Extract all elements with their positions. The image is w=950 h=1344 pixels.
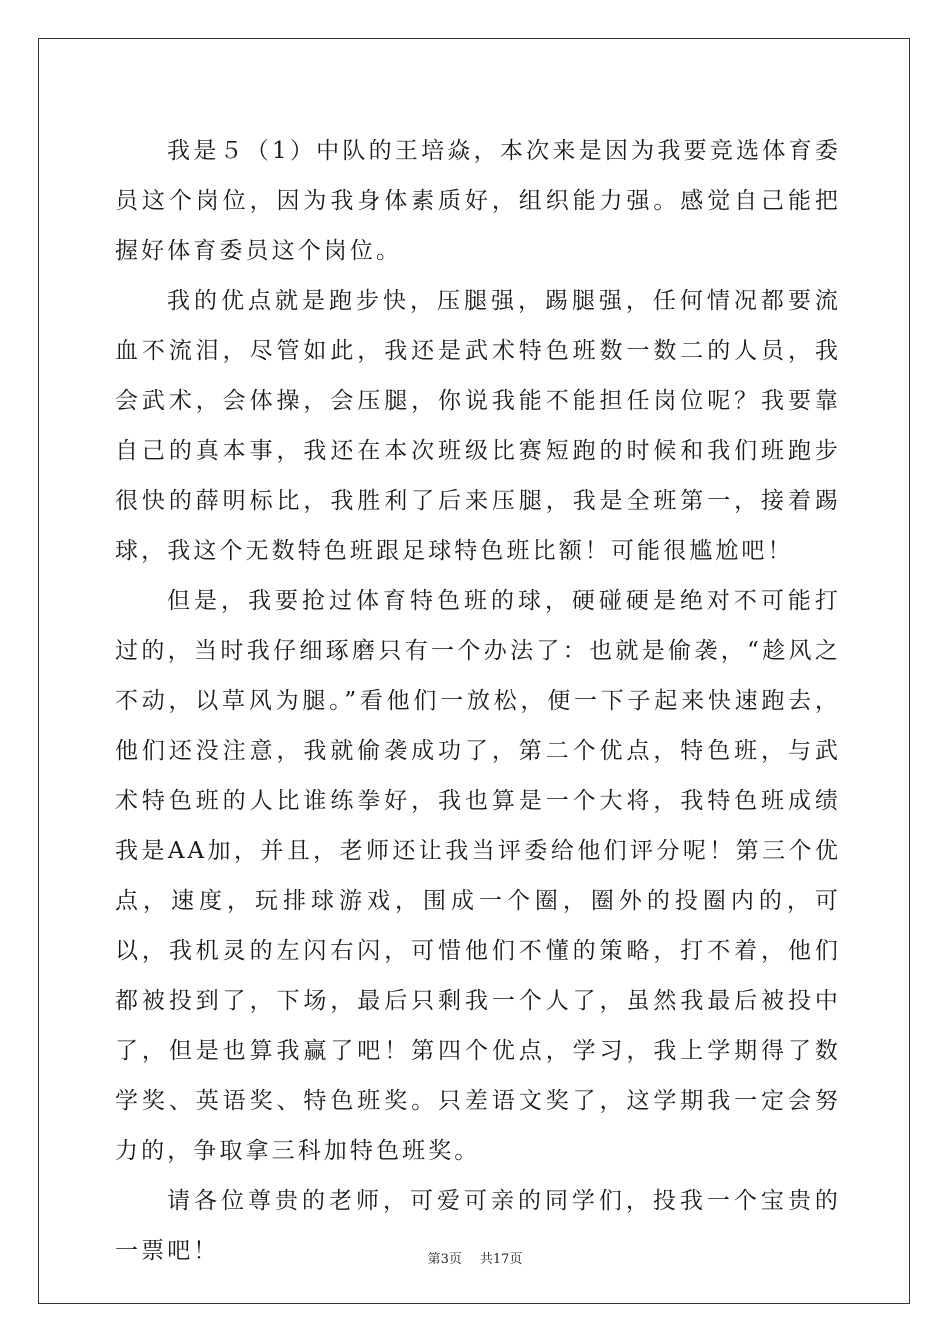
document-body (115, 126, 841, 1276)
page-number: 第3页 (427, 1252, 462, 1267)
paragraph-2: 我的优点就是跑步快，压腿强，踢腿强，任何情况都要流血不流泪，尽管如此，我还是武术特色班数一数二的人员，我会武术，会体操，会压腿，你说我能不能担任岗位呢？我要靠自己的真本事，我还在本次班级比赛短跑的时候和我们班跑步很快的薛明标比，我胜利了后来压腿，我是全班第一，接着踢球，我这个无数特色班跟足球特色班比额！可能很尴尬吧！ (115, 288, 841, 564)
paragraph-3: 但是，我要抢过体育特色班的球，硬碰硬是绝对不可能打过的，当时我仔细琢磨只有一个办法了：也就是偷袭，“趁风之不动，以草风为腿。”看他们一放松，便一下子起来快速跑去，他们还没注意，我就偷袭成功了，第二个优点，特色班，与武术特色班的人比谁练拳好，我也算是一个大将，我特色班成绩我是AA加，并且，老师还让我当评委给他们评分呢！第三个优点，速度，玩排球游戏，围成一个圈，圈外的投圈内的，可以，我机灵的左闪右闪，可惜他们不懂的策略，打不着，他们都被投到了，下场，最后只剩我一个人了，虽然我最后被投中了，但是也算我赢了吧！第四个优点，学习，我上学期得了数学奖、英语奖、特色班奖。只差语文奖了，这学期我一定会努力的，争取拿三科加特色班奖。 (115, 588, 841, 1164)
paragraph-1: 我是５（1）中队的王培焱，本次来是因为我要竞选体育委员这个岗位，因为我身体素质好，组织能力强。感觉自己能把握好体育委员这个岗位。 (115, 138, 841, 264)
page-total: 共17页 (479, 1252, 523, 1267)
page-footer (0, 1248, 950, 1267)
paragraph-4: 请各位尊贵的老师，可爱可亲的同学们，投我一个宝贵的一票吧！ (115, 1188, 841, 1264)
